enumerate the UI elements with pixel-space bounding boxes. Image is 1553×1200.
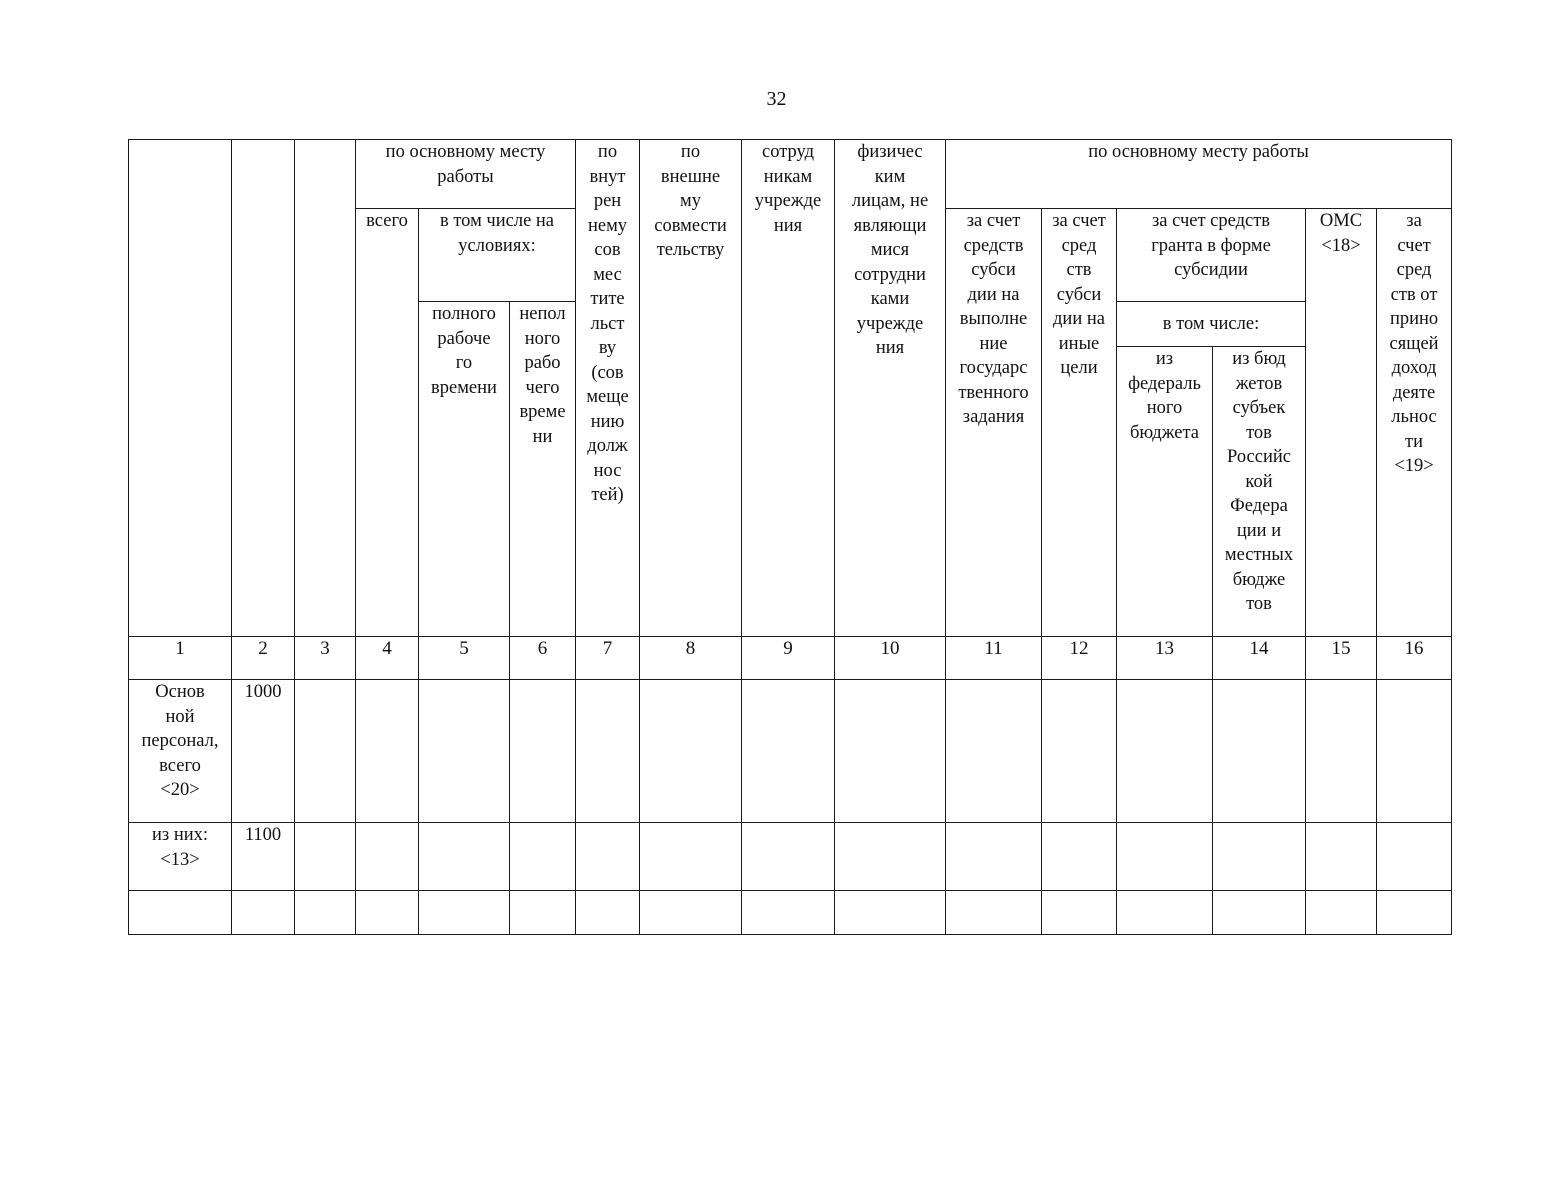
header-row-1: [129, 140, 1452, 209]
table-row: [129, 823, 1452, 891]
column-number: 3: [295, 637, 356, 680]
column-number: 4: [356, 637, 419, 680]
data-cell: [356, 680, 419, 823]
column-number: 15: [1306, 637, 1377, 680]
data-cell: [295, 823, 356, 891]
table-row: [129, 680, 1452, 823]
header-individuals: физичес ким лицам, не являющи мися сотрудни ками учрежде ния: [835, 140, 946, 637]
header-main-place-right: по основному месту работы: [946, 140, 1452, 209]
header-grant: за счет средств гранта в форме субсидии: [1117, 209, 1306, 302]
data-cell: [576, 680, 640, 823]
data-cell: [742, 680, 835, 823]
header-state-task: за счет средств субси дии на выполне ние государс твенного задания: [946, 209, 1042, 637]
header-oms: ОМС <18>: [1306, 209, 1377, 637]
data-cell: [1306, 891, 1377, 935]
column-number: 10: [835, 637, 946, 680]
data-cell: [742, 823, 835, 891]
header-external-combination: по внешне му совмести тельству: [640, 140, 742, 637]
data-cell: [356, 823, 419, 891]
data-cell: [1117, 680, 1213, 823]
data-cell: [640, 680, 742, 823]
column-number: 12: [1042, 637, 1117, 680]
data-cell: [742, 891, 835, 935]
header-incl-conditions: в том числе на условиях:: [419, 209, 576, 302]
page-number: 32: [766, 88, 787, 110]
data-cell: [510, 891, 576, 935]
data-cell: [1042, 823, 1117, 891]
column-number: 14: [1213, 637, 1306, 680]
data-cell: [835, 680, 946, 823]
row-label: [129, 891, 232, 935]
column-number: 9: [742, 637, 835, 680]
row-code: 1000: [232, 680, 295, 823]
header-total: всего: [356, 209, 419, 637]
data-cell: [1377, 891, 1452, 935]
data-cell: [1042, 680, 1117, 823]
data-cell: [1213, 891, 1306, 935]
column-number: 5: [419, 637, 510, 680]
column-number: 8: [640, 637, 742, 680]
data-cell: [1306, 823, 1377, 891]
data-cell: [295, 891, 356, 935]
data-cell: [419, 823, 510, 891]
header-full-time: полного рабоче го времени: [419, 302, 510, 637]
data-cell: [835, 823, 946, 891]
data-cell: [510, 823, 576, 891]
data-cell: [1306, 680, 1377, 823]
column-number: 7: [576, 637, 640, 680]
data-cell: [640, 891, 742, 935]
data-cell: [419, 680, 510, 823]
data-cell: [295, 680, 356, 823]
column-number-row: [129, 637, 1452, 680]
column-number: 1: [129, 637, 232, 680]
table-row: [129, 891, 1452, 935]
data-cell: [1213, 823, 1306, 891]
column-number: 11: [946, 637, 1042, 680]
data-cell: [1213, 680, 1306, 823]
header-federal: из федераль ного бюджета: [1117, 347, 1213, 637]
column-number: 16: [1377, 637, 1452, 680]
header-cell-2: [232, 140, 295, 637]
header-cell-1: [129, 140, 232, 637]
header-regional: из бюд жетов субъек тов Российс кой Федера ции и местных бюдже тов: [1213, 347, 1306, 637]
column-number: 13: [1117, 637, 1213, 680]
column-number: 6: [510, 637, 576, 680]
data-cell: [356, 891, 419, 935]
header-incl: в том числе:: [1117, 302, 1306, 347]
data-cell: [510, 680, 576, 823]
data-cell: [576, 891, 640, 935]
staff-table: [128, 139, 1452, 935]
data-cell: [946, 680, 1042, 823]
header-other-subsidy: за счет сред ств субси дии на иные цели: [1042, 209, 1117, 637]
header-income-activity: за счет сред ств от прино сящей доход деяте льнос ти <19>: [1377, 209, 1452, 637]
header-staff: сотруд никам учрежде ния: [742, 140, 835, 637]
data-cell: [1117, 891, 1213, 935]
header-cell-3: [295, 140, 356, 637]
row-label: из них: <13>: [129, 823, 232, 891]
row-code: 1100: [232, 823, 295, 891]
data-cell: [946, 823, 1042, 891]
data-cell: [419, 891, 510, 935]
data-cell: [946, 891, 1042, 935]
row-label: Основ ной персонал, всего <20>: [129, 680, 232, 823]
data-cell: [835, 891, 946, 935]
data-cell: [1377, 680, 1452, 823]
header-internal-combination: по внут рен нему сов мес тите льст ву (сов меще нию долж нос тей): [576, 140, 640, 637]
column-number: 2: [232, 637, 295, 680]
data-cell: [576, 823, 640, 891]
data-cell: [1117, 823, 1213, 891]
header-part-time: непол ного рабо чего време ни: [510, 302, 576, 637]
data-cell: [1377, 823, 1452, 891]
row-code: [232, 891, 295, 935]
data-cell: [1042, 891, 1117, 935]
header-main-place-left: по основному месту работы: [356, 140, 576, 209]
data-cell: [640, 823, 742, 891]
